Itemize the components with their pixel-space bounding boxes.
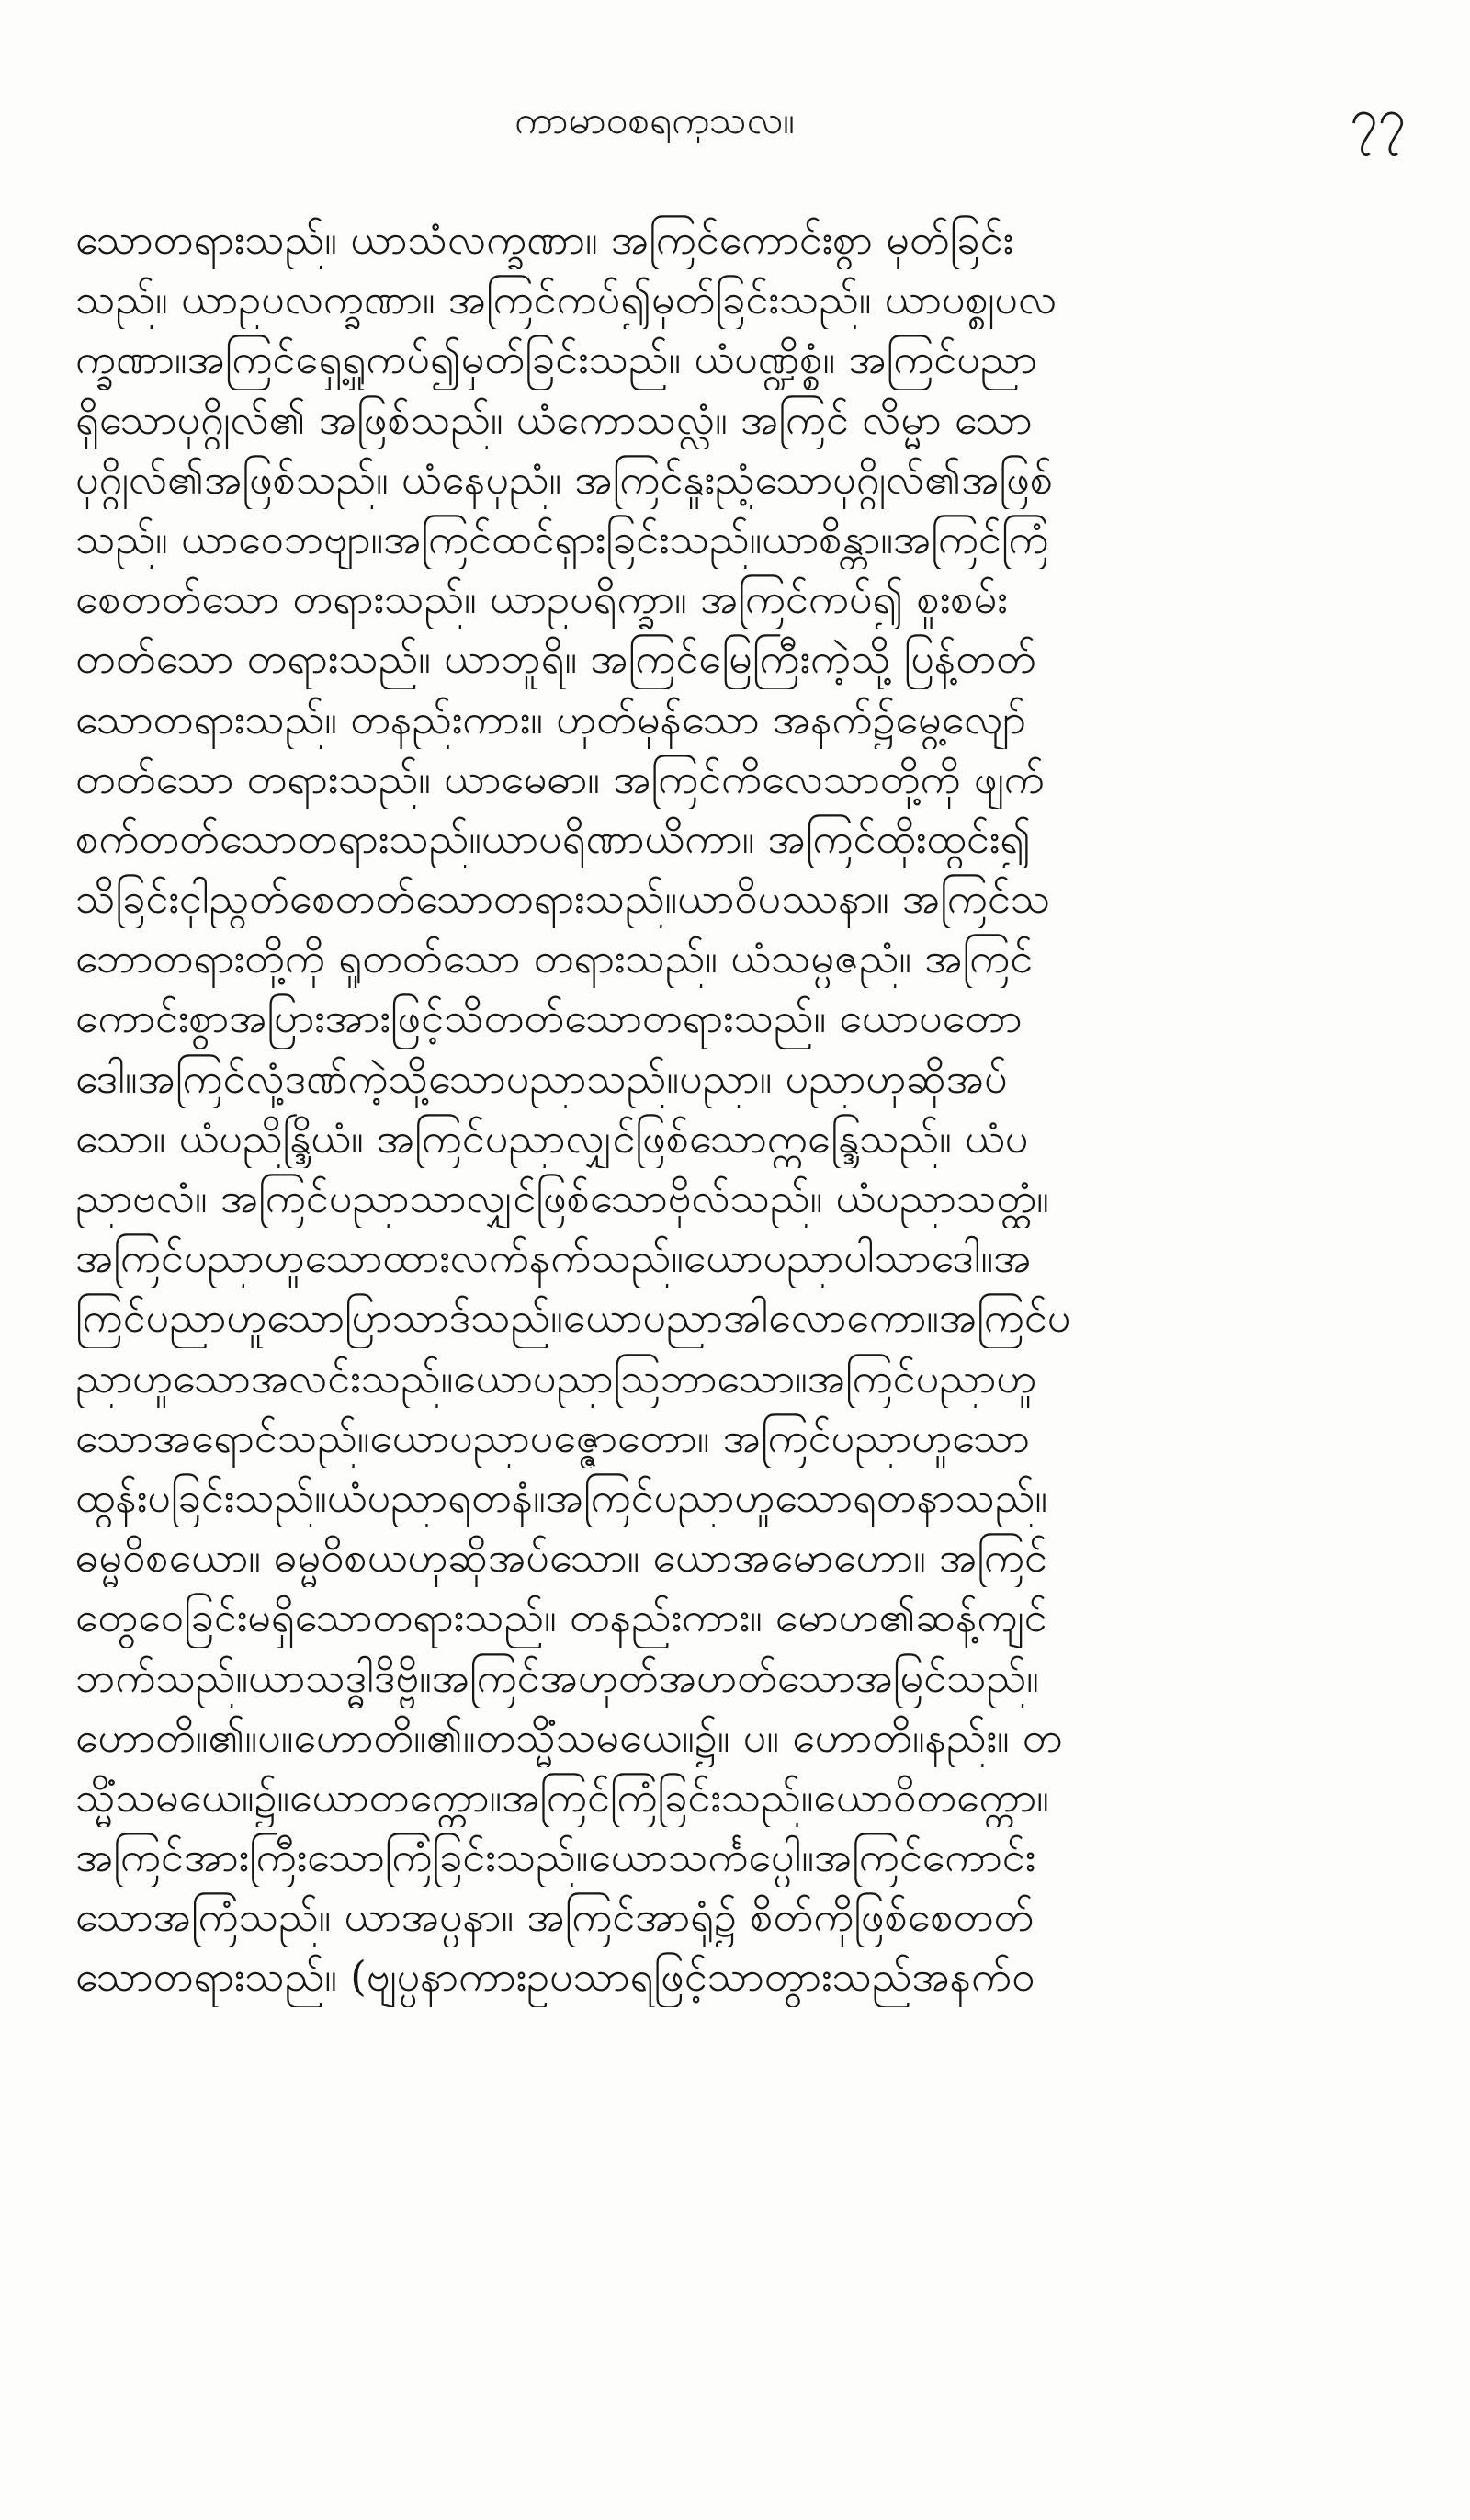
text-line: သော။ ယံပညိန္ဒြိယံ။ အကြင်ပညာလျှင်ဖြစ်သောဣန္ဒြေသည်။ ယံပ [75, 1113, 1029, 1163]
text-line: သောတရားသည်။ တနည်းကား။ ဟုတ်မှန်သော အနက်၌မွေ့လျော် [75, 694, 1026, 744]
text-line: ဓမ္မဝိစယော။ ဓမ္မဝိစယဟုဆိုအပ်သော။ ယောအမောဟော။ အကြင် [75, 1533, 1047, 1583]
text-line: ဘက်သည်။ယာသဒ္ဓါဒိဗ္ဗိ။အကြင်အဟုတ်အဟတ်သောအမြင်သည်။ [75, 1652, 1039, 1702]
page-header [0, 88, 1470, 153]
text-line: ညာဟူသောအလင်းသည်။ယောပညာဩဘာသော။အကြင်ပညာဟူ [75, 1353, 1037, 1402]
text-line: ကောင်းစွာအပြားအားဖြင့်သိတတ်သောတရားသည်။ ယောပတော [75, 993, 1023, 1043]
body-text [75, 210, 1389, 2007]
text-line: ဟောတိ။၏။ပ။ဟောတိ။၏။တသ္မိံသမယေ။၌။ ပ။ ဟောတိ။နည်း။ တ [75, 1712, 1063, 1762]
text-line: ပုဂ္ဂိုလ်၏အဖြစ်သည်။ ယံနေပုညံ။ အကြင်နူးညံ့သောပုဂ္ဂိုလ်၏အဖြစ် [75, 454, 1054, 504]
text-line: သည်။ ယာဝေဘဗျာ။အကြင်ထင်ရှားခြင်းသည်။ယာစိန္တာ။အကြင်ကြံ [75, 514, 1049, 563]
text-line: အကြင်ပညာဟူသောထားလက်နက်သည်။ယောပညာပါသာဒေါ။အ [75, 1233, 1032, 1283]
text-line: သောတရားသည်။ (ဗျပ္ပနာကားဥပသာရဖြင့်သာတွားသည်အနက်ဝ [75, 1952, 1035, 2002]
text-line: ကြင်ပညာဟူသောပြာသာဒ်သည်။ယောပညာအါလောကော။အကြင်ပ [75, 1293, 1071, 1343]
text-line: သိခြင်းငှါညွတ်စေတတ်သောတရားသည်။ယာဝိပဿနာ။ အကြင်သ [75, 874, 1051, 924]
text-line: တတ်သော တရားသည်။ ယာဘူရိ။ အကြင်မြေကြီးကဲ့သို့ ပြန့်တတ် [75, 634, 1036, 684]
text-line: သည်။ ယာဥပလက္ခဏာ။ အကြင်ကပ်၍မှတ်ခြင်းသည်။ ယာပစ္စုပလ [75, 275, 1057, 324]
text-line: အကြင်အားကြီးသောကြံခြင်းသည်။ယောသင်္ကပ္ပေါ။အကြင်ကောင်း [75, 1833, 1036, 1882]
text-line: သောအကြံသည်။ ယာအပ္ပနာ။ အကြင်အာရုံ၌ စိတ်ကိုဖြစ်စေတတ် [75, 1892, 1035, 1942]
text-line: ညာဗလံ။ အကြင်ပညာသာလျှင်ဖြစ်သောဗိုလ်သည်။ ယံပညာသတ္ထံ။ [75, 1174, 1049, 1222]
text-line: တွေဝေခြင်းမရှိသောတရားသည်။ တနည်းကား။ မောဟ၏ဆန့်ကျင် [75, 1593, 1047, 1642]
text-line: စေတတ်သော တရားသည်။ ယာဥပရိက္ခာ။ အကြင်ကပ်၍ စူးစမ်း [75, 574, 1008, 624]
page-number: ၇၇ [1350, 88, 1406, 146]
text-line: ရှိသောပုဂ္ဂိုလ်၏ အဖြစ်သည်။ ယံကောသလ္လံ။ အကြင် လိမ္မာ သော [75, 394, 1033, 444]
text-line: သောအရောင်သည်။ယောပညာပဇ္ဇောတော။ အကြင်ပညာဟူသော [75, 1413, 1030, 1462]
text-line: စက်တတ်သောတရားသည်။ယာပရိဏာယိကာ။ အကြင်ထိုးထွင်း၍ [75, 813, 1031, 863]
text-line: ထွန်းပခြင်းသည်။ယံပညာရတနံ။အကြင်ပညာဟူသောရတနာသည်။ [75, 1472, 1048, 1522]
text-line: ဘောတရားတို့ကို ရှုတတ်သော တရားသည်။ ယံသမ္ပဇညံ။ အကြင် [75, 934, 1034, 983]
text-line: က္ခဏာ။အကြင်ရှေ့ရှုကပ်၍မှတ်ခြင်းသည်။ ယံပဏ္ဍိစ္စံ။ အကြင်ပညာ [75, 335, 1037, 384]
text-line: သောတရားသည်။ ယာသံလက္ခဏာ။ အကြင်ကောင်းစွာ မှတ်ခြင်း [75, 215, 1014, 264]
running-head: ကာမာဝစရကုသလ။ [514, 97, 795, 142]
text-line: သ္မိံသမယေ။၌။ယောတက္ကော။အကြင်ကြံခြင်းသည်။ယောဝိတက္ကော။ [75, 1772, 1049, 1822]
text-line: ဒေါ။အကြင်လှံ့ဒဏ်ကဲ့သို့သောပညာသည်။ပညာ။ ပညာဟုဆိုအပ် [75, 1053, 1008, 1103]
text-line: တတ်သော တရားသည်။ ယာမေဓာ။ အကြင်ကိလေသာတို့ကို ဖျက် [75, 754, 1045, 803]
